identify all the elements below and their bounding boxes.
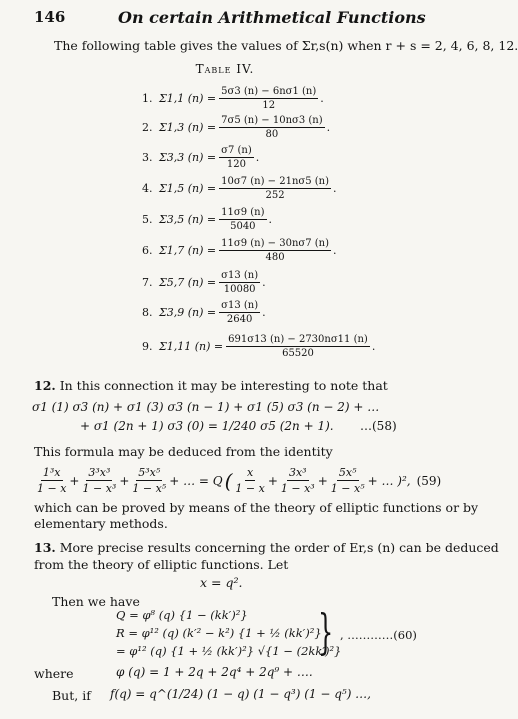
intro-text: The following table gives the values of Σr,s(n) when r + s = 2, 4, 6, 8, 12. — [54, 38, 518, 53]
section-12-number: 12. — [34, 378, 56, 393]
identity-rterm1 — [235, 466, 264, 495]
equation-number-59: (59) — [416, 473, 442, 488]
identity-term1 — [37, 466, 66, 495]
right-brace: } — [318, 604, 334, 660]
where-label: where — [34, 666, 74, 681]
row-numerator: 691σ13 (n) − 2730nσ11 (n) — [228, 334, 368, 345]
table-row — [142, 300, 266, 325]
section-12-paragraph — [34, 378, 388, 393]
row-denominator: 120 — [226, 159, 247, 170]
row-lhs: Σ5,7 (n) = — [159, 276, 217, 289]
row-lhs: Σ3,3 (n) = — [159, 151, 217, 164]
then-we-have: Then we have — [52, 594, 140, 609]
denominator: 1 − x⁵ — [330, 482, 365, 495]
row-denominator: 5040 — [230, 221, 256, 232]
row-fraction — [219, 207, 266, 232]
denominator: 1 − x⁵ — [132, 482, 167, 495]
row-numerator: 11σ9 (n) — [221, 207, 265, 218]
row-number: 4. — [142, 182, 153, 195]
table-title: Table IV. — [195, 62, 255, 76]
row-number: 5. — [142, 213, 153, 226]
equation-number-58: …(58) — [360, 419, 397, 433]
row-numerator: 7σ5 (n) − 10nσ3 (n) — [221, 115, 323, 126]
row-lhs: Σ3,5 (n) = — [159, 213, 217, 226]
row-fraction — [219, 176, 331, 201]
row-denominator: 252 — [265, 190, 285, 201]
row-lhs: Σ1,7 (n) = — [159, 244, 217, 257]
row-denominator: 80 — [265, 129, 279, 140]
section-13-line1 — [34, 540, 499, 555]
section-12-text: In this connection it may be interesting to note that — [55, 378, 388, 393]
row-numerator: σ7 (n) — [221, 145, 252, 156]
row-end: . — [262, 276, 266, 289]
row-fraction — [219, 86, 318, 111]
row-numerator: 5σ3 (n) − 6nσ1 (n) — [221, 86, 317, 97]
f-q-definition: f(q) = q^(1/24) (1 − q) (1 − q³) (1 − q⁵) …, — [110, 687, 371, 701]
row-denominator: 10080 — [223, 284, 256, 295]
section-13-number: 13. — [34, 540, 56, 555]
table-row — [142, 145, 260, 170]
section-13-line2: from the theory of elliptic functions. Let — [34, 557, 289, 572]
formula-58-line1: σ1 (1) σ3 (n) + σ1 (3) σ3 (n − 1) + σ1 (5) σ3 (n − 2) + … — [32, 400, 380, 414]
identity-mid: + … = Q — [169, 473, 223, 488]
identity-term3 — [132, 466, 166, 495]
row-lhs: Σ3,9 (n) = — [159, 306, 217, 319]
numerator: 5x⁵ — [338, 466, 357, 479]
denominator: 1 − x — [37, 482, 67, 495]
row-end: . — [333, 244, 337, 257]
which-line2: elementary methods. — [34, 516, 168, 531]
phi-definition: φ (q) = 1 + 2q + 2q⁴ + 2q⁹ + …. — [116, 665, 313, 679]
row-end: . — [371, 340, 376, 353]
which-line1: which can be proved by means of the theory of elliptic functions or by — [34, 500, 479, 515]
row-end: . — [262, 306, 266, 319]
row-denominator: 12 — [262, 100, 276, 111]
page-number: 146 — [34, 8, 66, 26]
table-row — [142, 238, 337, 263]
formula-R-continued: = φ¹² (q) {1 + ½ (kk′)²} √{1 − (2kk′)²} — [116, 644, 342, 658]
table-row — [142, 86, 324, 111]
row-number: 3. — [142, 151, 153, 164]
row-fraction — [219, 115, 324, 140]
row-numerator: 11σ9 (n) − 30nσ7 (n) — [221, 238, 330, 249]
row-number: 7. — [142, 276, 153, 289]
numerator: 1³x — [42, 466, 61, 479]
identity-end: + … )², — [367, 473, 411, 488]
formula-Q: Q = φ⁸ (q) {1 − (kk′)²} — [116, 608, 248, 622]
row-fraction — [226, 334, 370, 359]
section-13-text: More precise results concerning the order of Er,s (n) can be deduced — [55, 540, 499, 555]
row-fraction — [219, 145, 254, 170]
row-end: . — [333, 182, 337, 195]
identity-rterm3 — [331, 466, 365, 495]
row-number: 6. — [142, 244, 153, 257]
row-end: . — [326, 121, 331, 134]
row-lhs: Σ1,11 (n) = — [159, 340, 224, 353]
row-denominator: 65520 — [282, 348, 314, 359]
denominator: 1 − x — [235, 482, 265, 495]
row-denominator: 2640 — [226, 314, 253, 325]
numerator: x — [247, 466, 254, 479]
row-number: 2. — [142, 121, 153, 134]
equation-number-60: , …………(60) — [340, 628, 417, 642]
row-fraction — [219, 300, 260, 325]
formula-R: R = φ¹² (q) (k′² − k²) {1 + ½ (kk′)²} — [116, 626, 322, 640]
row-numerator: 10σ7 (n) − 21nσ5 (n) — [221, 176, 330, 187]
row-lhs: Σ1,5 (n) = — [159, 182, 217, 195]
row-lhs: Σ1,1 (n) = — [159, 92, 217, 105]
but-if-label: But, if — [52, 688, 91, 703]
row-end: . — [268, 213, 272, 226]
numerator: 3x³ — [288, 466, 307, 479]
identity-59: $\frac{\text{1³x}}{1 - x}$ + $\frac{\text{3³x³}}{\text{1 − x³}}$ + $\frac{\text{5³x⁵}}{\text{1 − x⁵}}$ + … = Q ( $\frac{x}{1 - x}$ + $\frac{\text{3x³}}{\text{1 − x³}}$ + $\frac{\text{5x⁵}}{\text{1 − x⁵}}$ + … )², (59) — [37, 466, 442, 495]
formula-58-line2: + σ1 (2n + 1) σ3 (0) = 1/240 σ5 (2n + 1). — [80, 419, 334, 433]
row-number: 9. — [142, 340, 153, 353]
table-row — [142, 115, 331, 140]
row-fraction — [219, 270, 260, 295]
table-row — [142, 334, 376, 359]
table-row — [142, 270, 266, 295]
identity-rterm2 — [281, 466, 315, 495]
row-denominator: 480 — [265, 252, 285, 263]
numerator: 5³x⁵ — [138, 466, 161, 479]
x-equals-q-squared: x = q². — [200, 575, 243, 590]
denominator: 1 − x³ — [82, 482, 117, 495]
row-number: 8. — [142, 306, 153, 319]
row-fraction — [219, 238, 331, 263]
row-numerator: σ13 (n) — [221, 270, 259, 281]
row-lhs: Σ1,3 (n) = — [159, 121, 217, 134]
table-row — [142, 207, 272, 232]
row-number: 1. — [142, 92, 153, 105]
row-end: . — [255, 151, 260, 164]
identity-term2 — [82, 466, 116, 495]
row-numerator: σ13 (n) — [221, 300, 259, 311]
deduced-text: This formula may be deduced from the identity — [34, 444, 333, 459]
numerator: 3³x³ — [88, 466, 111, 479]
denominator: 1 − x³ — [280, 482, 315, 495]
table-row — [142, 176, 337, 201]
running-title: On certain Arithmetical Functions — [118, 8, 426, 27]
row-end: . — [320, 92, 324, 105]
open-paren: ( — [224, 468, 233, 493]
